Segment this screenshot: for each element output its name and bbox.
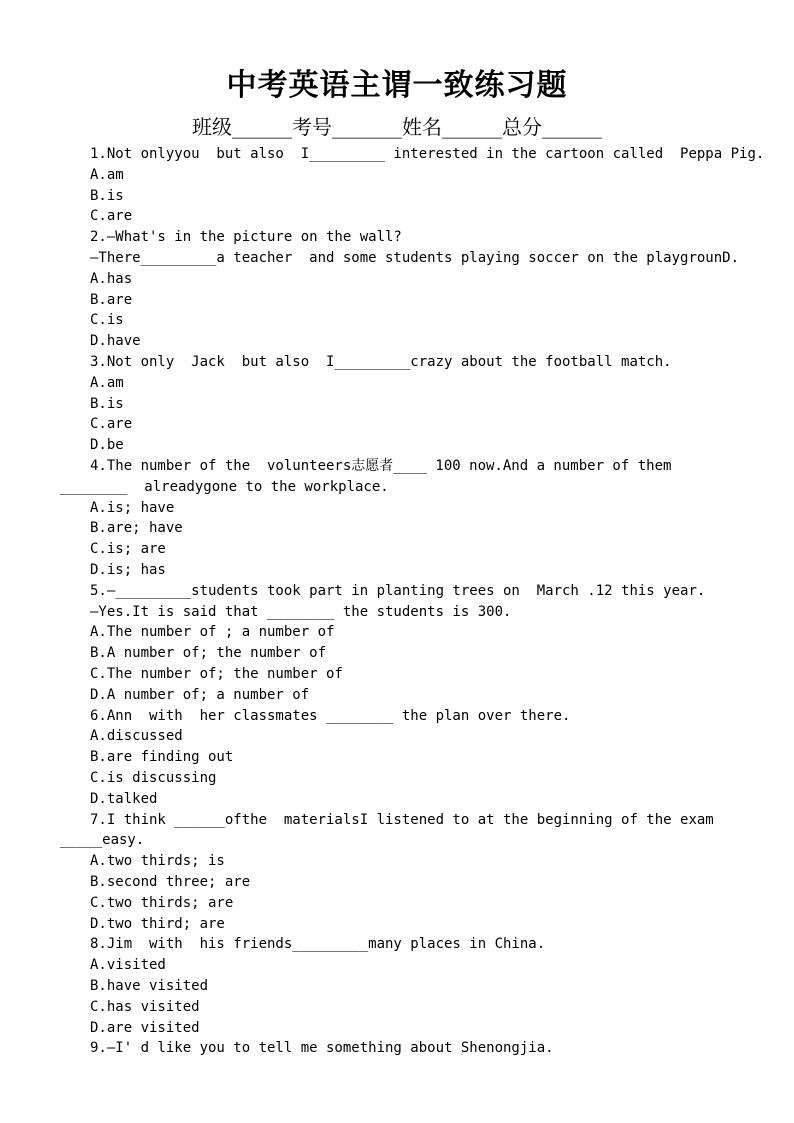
- answer-option: D.talked: [90, 790, 158, 807]
- answer-option: C.is: [90, 312, 124, 329]
- answer-option: C.The number of; the number of: [90, 666, 343, 682]
- answer-option: A.has: [90, 270, 133, 287]
- question-text: 3.Not only Jack but also I_________crazy about the football match.: [90, 354, 672, 370]
- question-text: 4.The number of the volunteers志愿者____ 100 now.And a number of them: [90, 458, 672, 474]
- question-text: 5.—_________students took part in planting trees on March .12 this year.: [90, 582, 706, 599]
- question-text: 1.Not onlyyou but also I_________ interested in the cartoon called Peppa Pig.: [90, 146, 765, 162]
- answer-option: B.are: [90, 291, 133, 308]
- question-text: —Yes.It is said that ________ the students is 300.: [90, 603, 512, 620]
- student-info-line: 班级______考号_______姓名______总分______: [192, 115, 602, 139]
- answer-option: B.is: [90, 187, 124, 204]
- question-continuation: _____easy.: [60, 832, 145, 849]
- answer-option: A.visited: [90, 957, 166, 974]
- question-text: 6.Ann with her classmates ________ the plan over there.: [90, 707, 571, 724]
- question-text: 2.—What's in the picture on the wall?: [90, 229, 402, 246]
- answer-option: C.are: [90, 208, 133, 225]
- answer-option: A.The number of ; a number of: [90, 624, 335, 641]
- answer-option: C.are: [90, 416, 133, 433]
- answer-option: C.has visited: [90, 998, 200, 1015]
- question-text: 8.Jim with his friends_________many places in China.: [90, 936, 546, 953]
- question-text: 9.—I' d like you to tell me something about Shenongjia.: [90, 1040, 554, 1057]
- answer-option: C.two thirds; are: [90, 894, 234, 911]
- answer-option: A.am: [90, 166, 124, 183]
- question-text: 7.I think ______ofthe materialsI listened to at the beginning of the exam: [90, 811, 714, 828]
- answer-option: B.second three; are: [90, 874, 251, 890]
- question-continuation: ________ alreadygone to the workplace.: [60, 478, 389, 495]
- answer-option: D.A number of; a number of: [90, 686, 310, 703]
- answer-option: A.is; have: [90, 499, 175, 516]
- answer-option: B.have visited: [90, 978, 209, 994]
- answer-option: D.have: [90, 333, 141, 350]
- answer-option: D.be: [90, 437, 124, 454]
- question-text: —There_________a teacher and some students playing soccer on the playgrounD.: [90, 250, 740, 266]
- page-title: 中考英语主谓一致练习题: [226, 68, 568, 103]
- answer-option: A.am: [90, 374, 124, 391]
- answer-option: B.are; have: [90, 520, 183, 537]
- answer-option: D.is; has: [90, 562, 166, 578]
- answer-option: B.are finding out: [90, 749, 234, 766]
- answer-option: B.A number of; the number of: [90, 645, 327, 662]
- answer-option: D.two third; are: [90, 915, 225, 932]
- answer-option: C.is discussing: [90, 770, 217, 786]
- answer-option: D.are visited: [90, 1019, 200, 1036]
- answer-option: C.is; are: [90, 541, 166, 558]
- answer-option: A.discussed: [90, 728, 183, 745]
- answer-option: B.is: [90, 395, 124, 412]
- answer-option: A.two thirds; is: [90, 853, 225, 870]
